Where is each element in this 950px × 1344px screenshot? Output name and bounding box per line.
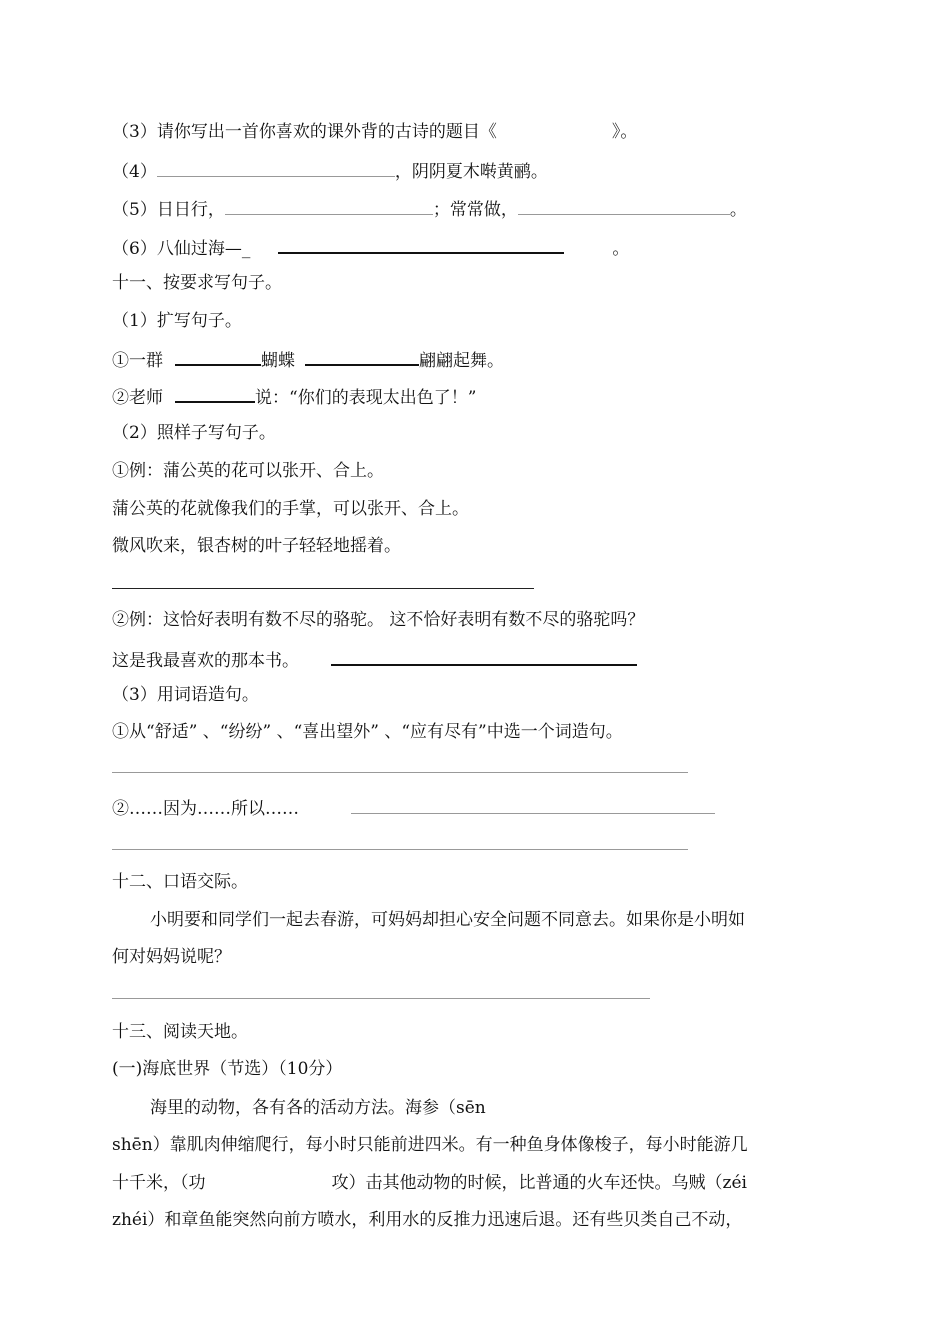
q11-sentence-2 [112, 383, 476, 410]
q10-5-text: （5）日日行， [112, 200, 225, 220]
q10-4-text: ，阴阴夏木啭黄鹂。 [394, 162, 548, 182]
section-12-heading: 十二、口语交际。 [112, 872, 248, 892]
reading-line-3a: 十千米，（功 [112, 1173, 206, 1193]
s1-blank-2[interactable] [305, 346, 419, 366]
q10-5-mid: ；常常做， [432, 200, 518, 220]
q11-sentence-1 [112, 346, 504, 373]
q12-para-line-1: 小明要和同学们一起去春游，可妈妈却担心安全问题不同意去。如果你是小明如 [150, 910, 745, 930]
q10-4-label: （4） [112, 162, 157, 182]
q10-3-text: （3）请你写出一首你喜欢的课外背的古诗的题目《 [112, 122, 497, 142]
example-1-c: 微风吹来，银杏树的叶子轻轻地摇着。 [112, 536, 401, 556]
q12-para-line-2: 何对妈妈说呢？ [112, 947, 231, 967]
s2-pre: ②老师 [112, 388, 163, 408]
s1-post: 翩翩起舞。 [419, 351, 504, 371]
q10-4-blank[interactable] [157, 158, 395, 177]
question-10-5 [112, 196, 747, 222]
reading-line-4: zhéi）和章鱼能突然向前方喷水，利用水的反推力迅速后退。还有些贝类自己不动， [112, 1210, 743, 1230]
q11-sub2: （2）照样子写句子。 [112, 423, 276, 443]
section-13-heading: 十三、阅读天地。 [112, 1022, 248, 1042]
reading-line-2: shēn）靠肌肉伸缩爬行，每小时只能前进四米。有一种鱼身体像梭子，每小时能游几 [112, 1135, 748, 1155]
word-task-2: ②……因为……所以…… [112, 799, 299, 819]
q11-sub3: （3）用词语造句。 [112, 685, 259, 705]
word-task-2-row [112, 795, 715, 821]
w2-answer-blank[interactable] [351, 795, 715, 814]
example-1-a: ①例：蒲公英的花可以张开、合上。 [112, 461, 384, 481]
q10-5-blank-2[interactable] [518, 196, 730, 215]
q10-3-end: 》。 [611, 122, 638, 142]
answer-line-w1[interactable] [112, 772, 688, 773]
ex2-answer-blank[interactable] [331, 646, 637, 666]
answer-line-w2[interactable] [112, 849, 688, 850]
answer-line-ex1[interactable] [112, 588, 534, 589]
reading-line-1: 海里的动物，各有各的活动方法。海参（sēn [150, 1098, 486, 1118]
example-2-b-row [112, 646, 637, 673]
reading-line-3 [112, 1171, 747, 1195]
word-task-1: ①从“舒适” 、“纷纷” 、“喜出望外” 、“应有尽有”中选一个词造句。 [112, 722, 623, 742]
example-2-a: ②例：这恰好表明有数不尽的骆驼。 这不恰好表明有数不尽的骆驼吗？ [112, 610, 645, 630]
s1-pre: ①一群 [112, 351, 163, 371]
q11-sub1: （1）扩写句子。 [112, 311, 242, 331]
reading-title: (一)海底世界（节选）（10分） [112, 1059, 343, 1079]
answer-line-q12[interactable] [112, 998, 650, 999]
q10-6-blank[interactable] [278, 234, 564, 254]
example-2-b: 这是我最喜欢的那本书。 [112, 651, 299, 671]
question-10-3 [112, 120, 637, 144]
q10-6-end: 。 [612, 239, 630, 259]
s1-mid: 蝴蝶 [261, 351, 295, 371]
q10-6-text: （6）八仙过海—_ [112, 239, 251, 259]
s2-blank[interactable] [175, 383, 255, 403]
reading-line-3b: 攻）击其他动物的时候，比普通的火车还快。乌贼（zéi [331, 1173, 747, 1193]
s1-blank-1[interactable] [175, 346, 261, 366]
example-1-b: 蒲公英的花就像我们的手掌，可以张开、合上。 [112, 499, 469, 519]
s2-post: 说：“你们的表现太出色了！” [255, 388, 477, 408]
question-10-4 [112, 158, 548, 184]
q10-5-end: 。 [729, 200, 747, 220]
section-11-heading: 十一、按要求写句子。 [112, 273, 282, 293]
q10-5-blank-1[interactable] [225, 196, 433, 215]
question-10-6 [112, 234, 629, 261]
